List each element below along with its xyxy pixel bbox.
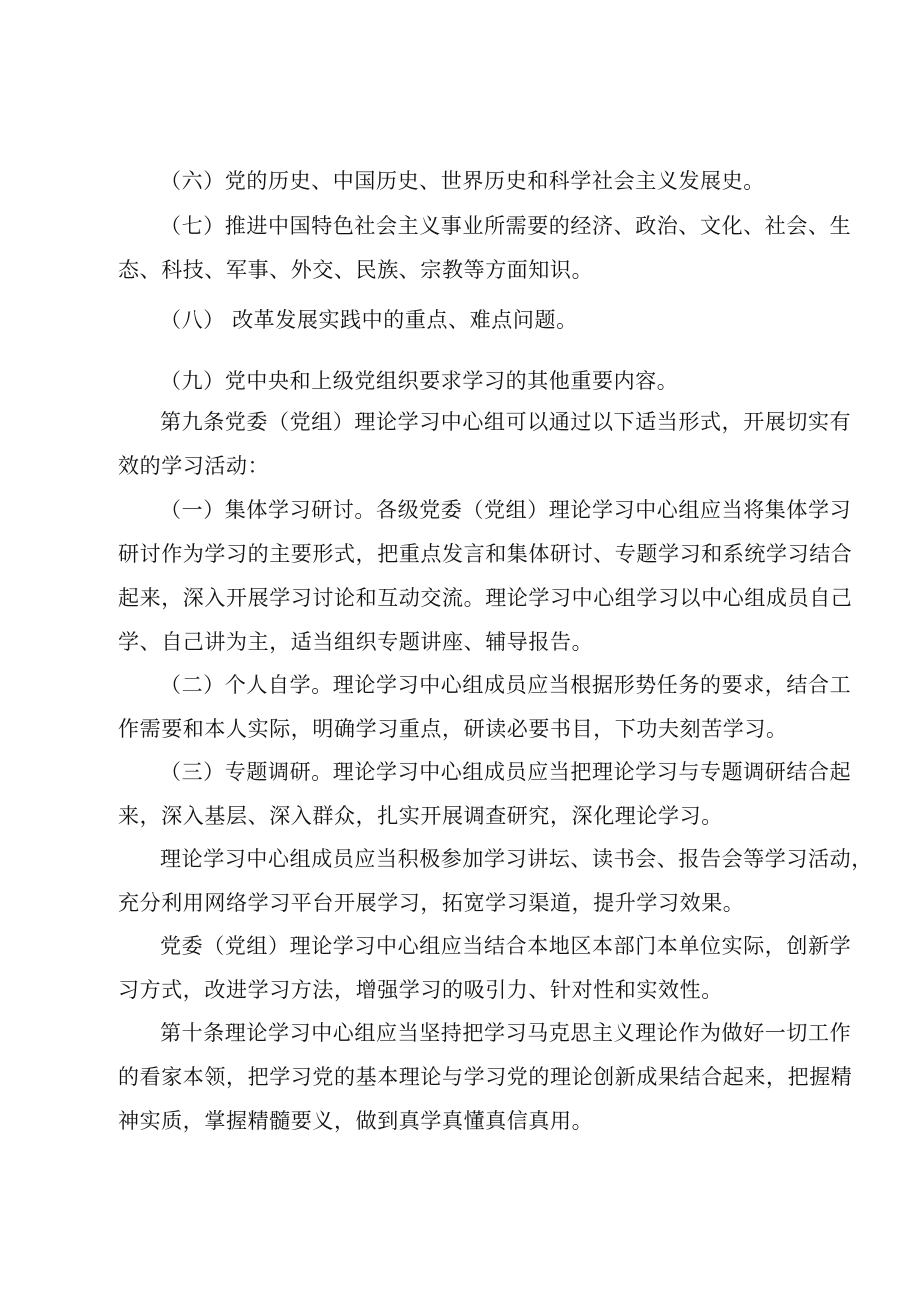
form-2-line-2: 作需要和本人实际，明确学习重点，研读必要书目，下功夫刻苦学习。 [118,717,788,741]
form-2-line-1: （二）个人自学。理论学习中心组成员应当根据形势任务的要求，结合工 [160,673,852,697]
article-10-line-1: 第十条理论学习中心组应当坚持把学习马克思主义理论作为做好一切工作 [160,1021,852,1045]
article-9-line-2: 效的学习活动： [118,454,270,478]
paragraph-activities-line-2: 充分利用网络学习平台开展学习，拓宽学习渠道，提升学习效果。 [118,891,745,915]
paragraph-item-6: （六）党的历史、中国历史、世界历史和科学社会主义发展史。 [160,169,765,193]
form-1-line-3: 起来，深入开展学习讨论和互动交流。理论学习中心组学习以中心组成员自己 [118,586,853,610]
form-3-line-1: （三）专题调研。理论学习中心组成员应当把理论学习与专题调研结合起 [160,760,852,784]
form-1-line-4: 学、自己讲为主，适当组织专题讲座、辅导报告。 [118,630,594,654]
article-10-line-3: 神实质，掌握精髓要义，做到真学真懂真信真用。 [118,1109,594,1133]
form-1-line-1: （一）集体学习研讨。各级党委（党组）理论学习中心组应当将集体学习 [160,498,852,522]
paragraph-innovation-line-2: 习方式，改进学习方法，增强学习的吸引力、针对性和实效性。 [118,978,723,1002]
paragraph-innovation-line-1: 党委（党组）理论学习中心组应当结合本地区本部门本单位实际，创新学 [160,934,852,958]
paragraph-item-8: （八） 改革发展实践中的重点、难点问题。 [160,308,578,332]
form-3-line-2: 来，深入基层、深入群众，扎实开展调查研究，深化理论学习。 [118,804,723,828]
form-1-line-2: 研讨作为学习的主要形式，把重点发言和集体研讨、专题学习和系统学习结合 [118,542,853,566]
paragraph-activities-line-1: 理论学习中心组成员应当积极参加学习讲坛、读书会、报告会等学习活动， [160,847,873,871]
article-9-line-1: 第九条党委（党组）理论学习中心组可以通过以下适当形式，开展切实有 [160,410,852,434]
article-10-line-2: 的看家本领，把学习党的基本理论与学习党的理论创新成果结合起来，把握精 [118,1065,853,1089]
paragraph-item-9: （九）党中央和上级党组织要求学习的其他重要内容。 [160,369,679,393]
paragraph-item-7-line-1: （七）推进中国特色社会主义事业所需要的经济、政治、文化、社会、生 [160,214,852,238]
paragraph-item-7-line-2: 态、科技、军事、外交、民族、宗教等方面知识。 [118,258,594,282]
